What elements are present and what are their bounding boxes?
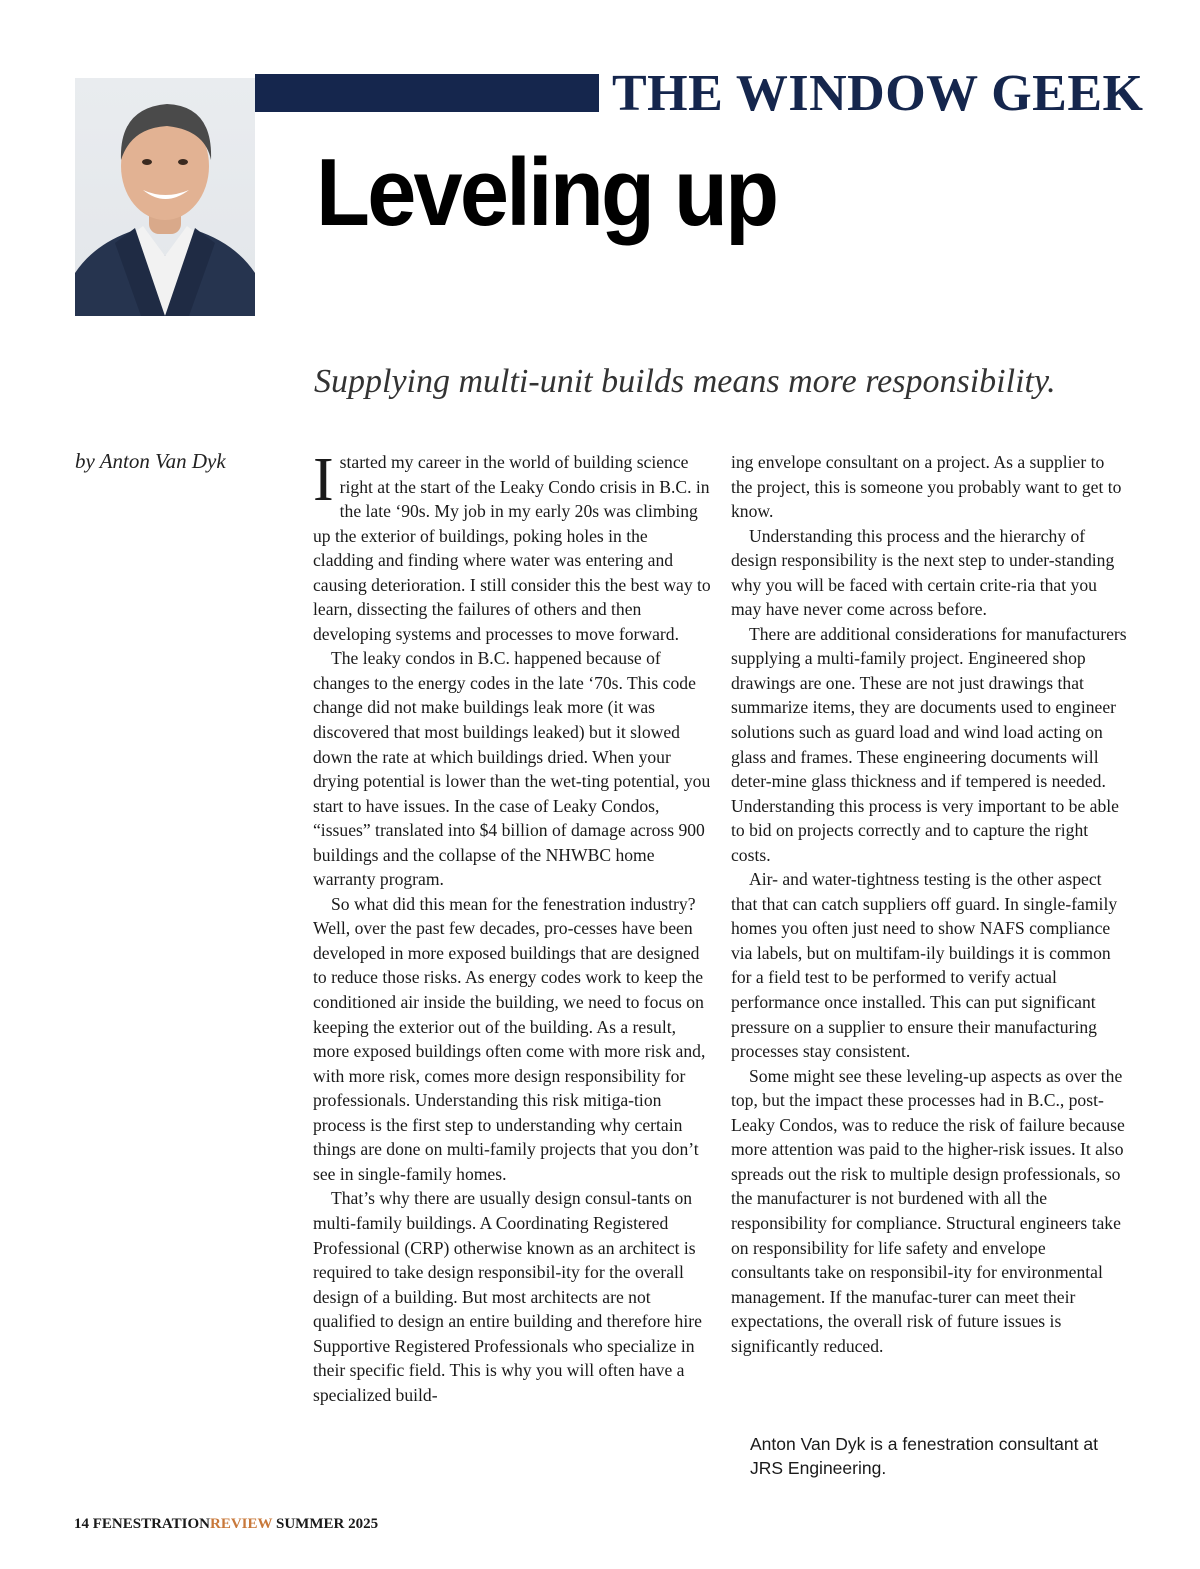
article-paragraph: There are additional considerations for manufacturers supplying a multi-family project. Engineered shop drawings are one. These are not just drawings that summarize items, they are documents used to engineer solutions such as guard load and wind load acting on glass and frames. These engineering documents will deter-mine glass thickness and if tempered is needed. Understanding this process is very important to be able to bid on projects correctly and to capture the right costs. bbox=[731, 623, 1127, 865]
article-paragraph: Air- and water-tightness testing is the other aspect that that can catch suppliers off guard. In single-family homes you often just need to show NAFS compliance via labels, but on multifam-ily buildings it is common for a field test to be performed to verify actual performance once installed. This can put significant pressure on a supplier to ensure their manufacturing processes stay consistent. bbox=[731, 869, 1118, 1062]
department-banner-bar bbox=[255, 74, 599, 112]
issue-date: SUMMER 2025 bbox=[276, 1516, 379, 1532]
article-paragraph bbox=[313, 446, 711, 646]
article-paragraph: Understanding this process and the hierarchy of design responsibility is the next step to under-standing why you will be faced with certain crite-ria that you may have never come across before. bbox=[731, 525, 1115, 620]
article-headline: Leveling up bbox=[316, 139, 777, 246]
department-title: THE WINDOW GEEK bbox=[612, 65, 1144, 122]
article-paragraph: Some might see these leveling-up aspects as over the top, but the impact these processes had in B.C., post-Leaky Condos, was to reduce the risk of failure because more attention was paid to the higher-risk issues. It also spreads out the risk to multiple design professionals, so the manufacturer is not burdened with all the responsibility for compliance. Structural engineers take on responsibility for life safety and envelope consultants take on responsibil-ity for environmental management. If the manufac-turer can meet their expectations, the overall risk of future issues is significantly reduced. bbox=[731, 1065, 1125, 1356]
page-footer bbox=[74, 1514, 378, 1534]
article-paragraph: ing envelope consultant on a project. As a supplier to the project, this is someone you probably want to get to know. bbox=[731, 452, 1122, 522]
article-column-left bbox=[313, 446, 711, 1407]
paragraph-text: started my career in the world of building science right at the start of the Leaky Condo crisis in B.C. in the late ‘90s. My job in my early 20s was climbing up the exterior of buildings, poking holes in the cladding and finding where water was entering and causing deterioration. I still consider this the best way to learn, dissecting the failures of others and then developing systems and processes to move forward. bbox=[313, 452, 711, 644]
article-paragraph: The leaky condos in B.C. happened because of changes to the energy codes in the late ‘70s. This code change did not make buildings leak more (it was discovered that most buildings leaked) but it slowed down the rate at which buildings dried. When your drying potential is lower than the wet-ting potential, you start to have issues. In the case of Leaky Condos, “issues” translated into $4 billion of damage across 900 buildings and the collapse of the NHWBC home warranty program. bbox=[313, 648, 711, 890]
drop-cap: I bbox=[313, 446, 334, 514]
author-portrait-image bbox=[75, 78, 255, 316]
article-column-right bbox=[731, 450, 1127, 1358]
byline: by Anton Van Dyk bbox=[75, 449, 226, 473]
page-number: 14 bbox=[74, 1516, 89, 1532]
magazine-name-part1: FENESTRATION bbox=[92, 1516, 210, 1532]
article-paragraph: That’s why there are usually design consul-tants on multi-family buildings. A Coordinating Registered Professional (CRP) otherwise known as an architect is required to take design responsibil-ity for the overall design of a building. But most architects are not qualified to design an entire building and therefore hire Supportive Registered Professionals who specialize in their specific field. This is why you will often have a specialized build- bbox=[313, 1188, 702, 1405]
magazine-name-part2: REVIEW bbox=[210, 1516, 273, 1532]
article-deck: Supplying multi-unit builds means more responsibility. bbox=[314, 363, 1056, 400]
author-bio: Anton Van Dyk is a fenestration consultant at JRS Engineering. bbox=[750, 1434, 1098, 1478]
author-photo bbox=[75, 78, 255, 316]
article-paragraph: So what did this mean for the fenestration industry? Well, over the past few decades, pro-cesses have been developed in more exposed buildings that are designed to reduce those risks. As energy codes work to keep the conditioned air inside the building, we need to focus on keeping the exterior out of the building. As a result, more exposed buildings often come with more risk and, with more risk, comes more design responsibility for professionals. Understanding this risk mitiga-tion process is the first step to understanding why certain things are done on multi-family projects that you don’t see in single-family homes. bbox=[313, 893, 706, 1184]
